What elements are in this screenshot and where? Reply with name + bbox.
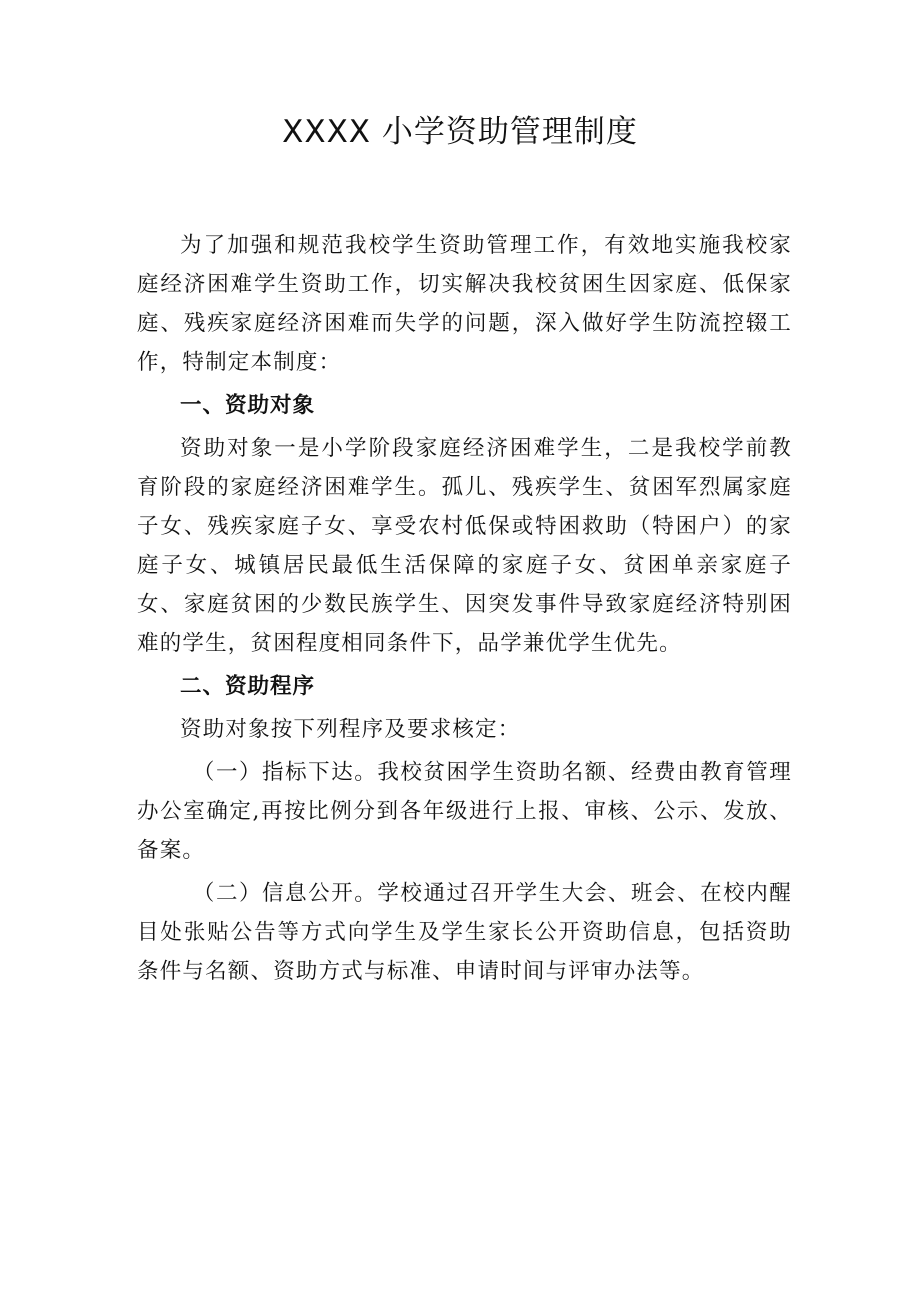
document-title: XXXX 小学资助管理制度 <box>282 114 638 150</box>
section-heading-procedure: 二、资助程序 <box>180 674 316 699</box>
procedure-item-2: （二）信息公开。学校通过召开学生大会、班会、在校内醒目处张贴公告等方式向学生及学生家长公开资助信息，包括资助条件与名额、资助方式与标准、申请时间与评审办法等。 <box>137 881 792 984</box>
section-heading-recipients: 一、资助对象 <box>180 393 316 418</box>
recipients-paragraph: 资助对象一是小学阶段家庭经济困难学生，二是我校学前教育阶段的家庭经济困难学生。孤儿、残疾学生、贫困军烈属家庭子女、残疾家庭子女、享受农村低保或特困救助（特困户）的家庭子女、城镇居民最低生活保障的家庭子女、贫困单亲家庭子女、家庭贫困的少数民族学生、因突发事件导致家庭经济特别困难的学生，贫困程度相同条件下，品学兼优学生优先。 <box>137 436 792 656</box>
intro-paragraph: 为了加强和规范我校学生资助管理工作，有效地实施我校家庭经济困难学生资助工作，切实解决我校贫困生因家庭、低保家庭、残疾家庭经济困难而失学的问题，深入做好学生防流控辍工作，特制定本制度： <box>137 233 792 375</box>
procedure-intro-paragraph: 资助对象按下列程序及要求核定： <box>180 717 521 742</box>
document-body <box>137 226 792 991</box>
procedure-item-1: （一）指标下达。我校贫困学生资助名额、经费由教育管理办公室确定,再按比例分到各年级进行上报、审核、公示、发放、备案。 <box>137 760 792 863</box>
